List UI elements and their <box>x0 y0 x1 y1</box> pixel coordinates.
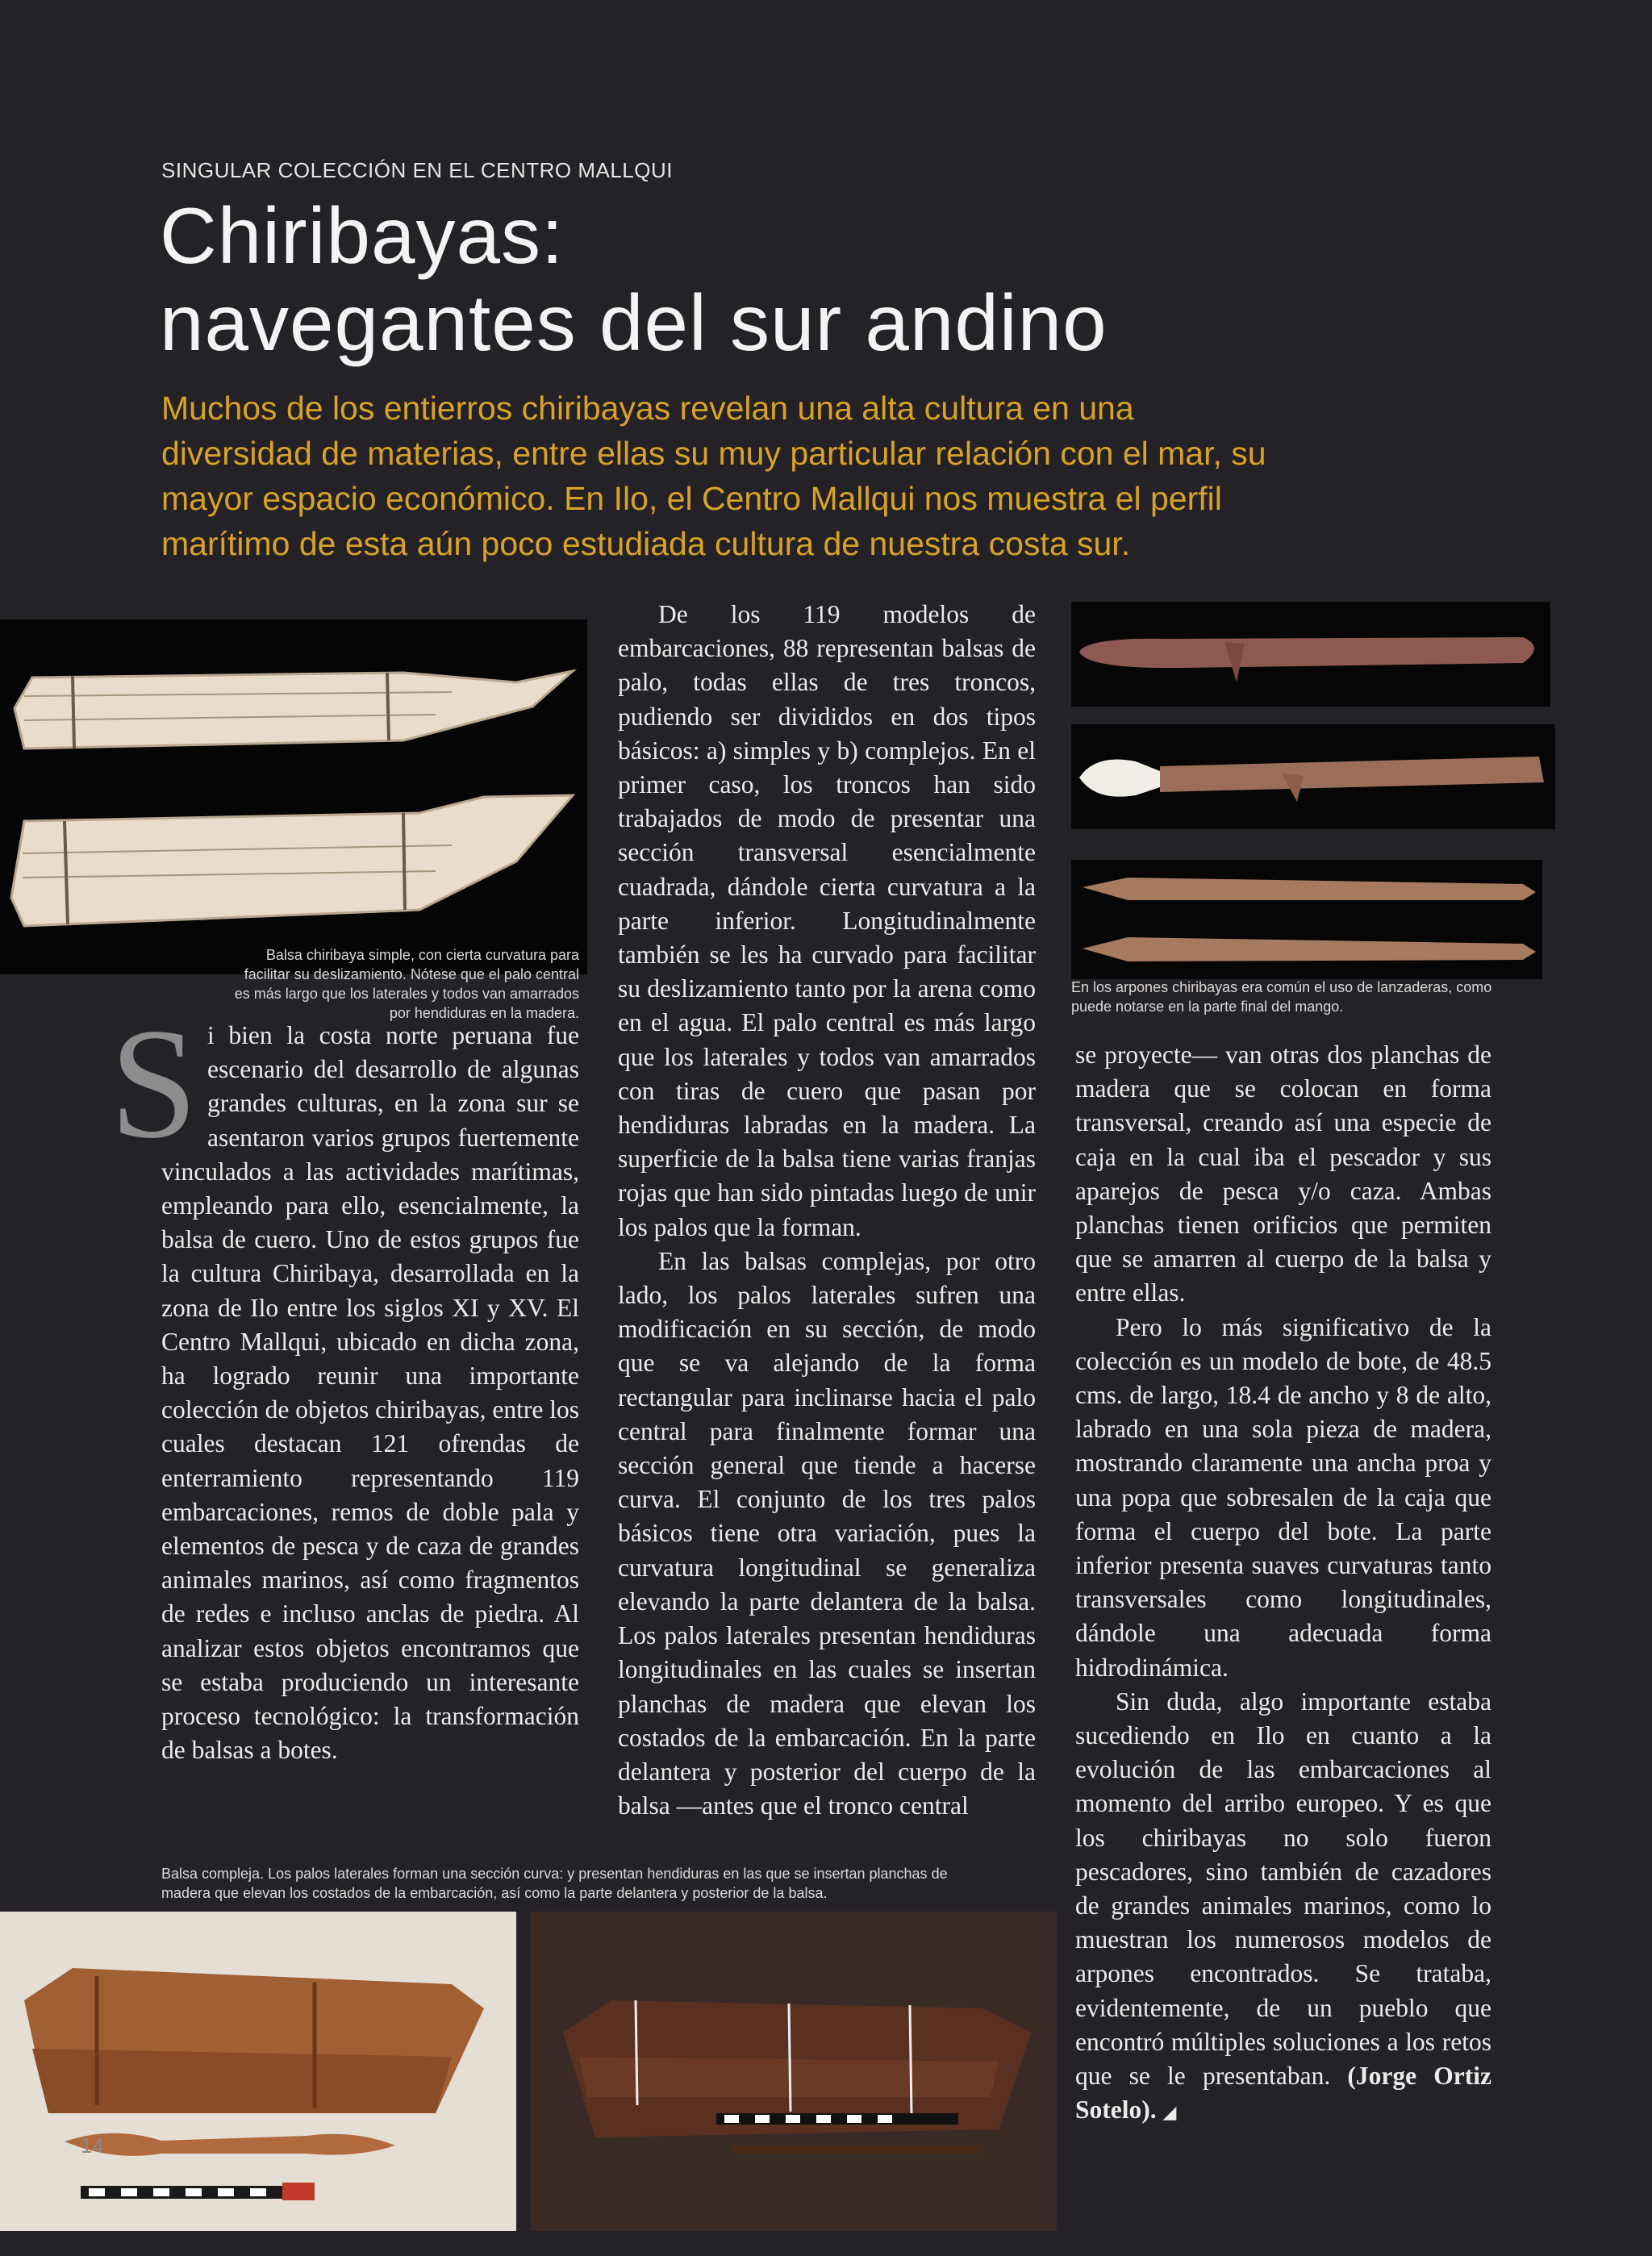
article-column-1 <box>110 996 579 1767</box>
article-column-3 <box>1075 1038 1491 2130</box>
photo-balsa-compleja-2 <box>531 1912 1057 2231</box>
page-number: 14 <box>81 2133 104 2158</box>
column-3-paragraph-2: Pero lo más significativo de la colección es un modelo de bote, de 48.5 cms. de largo, 18.4 de ancho y 8 de alto, labrado en una sola pieza de madera, mostrando claramente una ancha proa y una popa que sobresalen de la caja que forma el cuerpo del bote. La parte inferior presenta suaves curvaturas tanto transversales como longitudinales, dándole una adecuada forma hidrodinámica. <box>1075 1312 1491 1682</box>
caption-balsa-compleja: Balsa compleja. Los palos laterales forman una sección curva: y presentan hendiduras en las que se insertan planchas de madera que elevan los costados de la embarcación, así como la parte delantera y posterior de la balsa. <box>161 1866 948 1901</box>
column-3-paragraph-3-text: Sin duda, algo importante estaba sucediendo en Ilo en cuanto a la evolución de las embarcaciones al momento del arribo europeo. Y es que los chiribayas no solo fueron pescadores, sino también de cazadores de grandes animales marinos, como lo muestran los numerosos modelos de arpones encontrados. Se trataba, evidentemente, de un pueblo que encontró múltiples soluciones a los retos que se le presentaban. <box>1075 1687 1491 2091</box>
article-column-2 <box>618 598 1036 1823</box>
end-mark-icon: ◢ <box>1162 2102 1177 2123</box>
column-1-paragraph-text: i bien la costa norte peruana fue escenario del desarrollo de algunas grandes culturas, en la zona sur se asentaron varios grupos fuertemente vinculados a las actividades marítimas, empleando para ello, esencialmente, la balsa de cuero. Uno de estos grupos fue la cultura Chiribaya, desarrollada en la zona de Ilo entre los siglos XI y XV. El Centro Mallqui, ubicado en dicha zona, ha logrado reunir una importante colección de objetos chiribayas, entre los cuales destacan 121 ofrendas de enterramiento representando 119 embarcaciones, remos de doble pala y elementos de pesca y de caza de grandes animales marinos, así como fragmentos de redes e incluso anclas de piedra. Al analizar estos objetos encontramos que se estaba produciendo un interesante proceso tecnológico: la transformación de balsas a botes. <box>161 1021 579 1765</box>
column-2-paragraph-1: De los 119 modelos de embarcaciones, 88 representan balsas de palo, todas ellas de tres troncos, pudiendo ser divididos en dos tipos básicos: a) simples y b) complejos. En el primer caso, los troncos han sido trabajados de modo de presentar una sección transversal esencialmente cuadrada, dándole cierta curvatura a la parte inferior. Longitudinalmente también se les ha curvado para facilitar su deslizamiento tanto por la arena como en el agua. El palo central es más largo que los laterales y todos van amarrados con tiras de cuero que pasan por hendiduras labradas en la madera. La superficie de la balsa tiene varias franjas rojas que han sido pintadas luego de unir los palos que la forman. <box>618 600 1036 1241</box>
caption-arpones: En los arpones chiribayas era común el uso de lanzaderas, como puede notarse en la parte final del mango. <box>1071 979 1492 1015</box>
column-2-paragraph-2: En las balsas complejas, por otro lado, los palos laterales sufren una modificación en su sección, de modo que se va alejando de la forma rectangular para inclinarse hacia el palo central para finalmente formar una sección general que tiende a hacerse curva. El conjunto de los tres palos básicos tiene otra variación, pues la curvatura longitudinal se generaliza elevando la parte delantera de la balsa. Los palos laterales presentan hendiduras longitudinales en las cuales se insertan planchas de madera que elevan los costados de la embarcación. En la parte delantera y posterior del cuerpo de la balsa —antes que el tronco central <box>618 1246 1036 1820</box>
photo-arpon-1 <box>1071 602 1550 707</box>
column-3-paragraph-1: se proyecte— van otras dos planchas de madera que se colocan en forma transversal, creando así una especie de caja en la cual iba el pescador y sus aparejos de pesca y/o caza. Ambas planchas tienen orificios que permiten que se amarren al cuerpo de la balsa y entre ellas. <box>1075 1040 1491 1307</box>
title-line-2: navegantes del sur andino <box>160 278 1108 367</box>
drop-cap: S <box>110 996 198 1171</box>
caption-balsa-simple: Balsa chiribaya simple, con cierta curvatura para facilitar su deslizamiento. Nótese que el palo central es más largo que los laterales y todos van amarrados por hendiduras en la madera. <box>234 947 579 1021</box>
page-title <box>160 192 1108 366</box>
dek: Muchos de los entierros chiribayas revelan una alta cultura en una diversidad de materias, entre ellas su muy particular relación con el mar, su mayor espacio económico. En Ilo, el Centro Mallqui nos muestra el perfil marítimo de esta aún poco estudiada cultura de nuestra costa sur. <box>161 390 1266 562</box>
photo-balsa-compleja-1 <box>0 1912 516 2231</box>
author-credit: (Jorge Ortiz Sotelo). <box>1075 2062 1491 2125</box>
photo-arpon-2 <box>1071 724 1555 829</box>
kicker: SINGULAR COLECCIÓN EN EL CENTRO MALLQUI <box>161 158 673 182</box>
column-1-paragraph <box>110 996 579 1767</box>
photo-arpon-3 <box>1071 860 1542 979</box>
title-line-1: Chiribayas: <box>160 191 565 280</box>
photo-balsa-simple <box>0 619 587 974</box>
column-3-paragraph-3 <box>1075 1685 1491 2130</box>
